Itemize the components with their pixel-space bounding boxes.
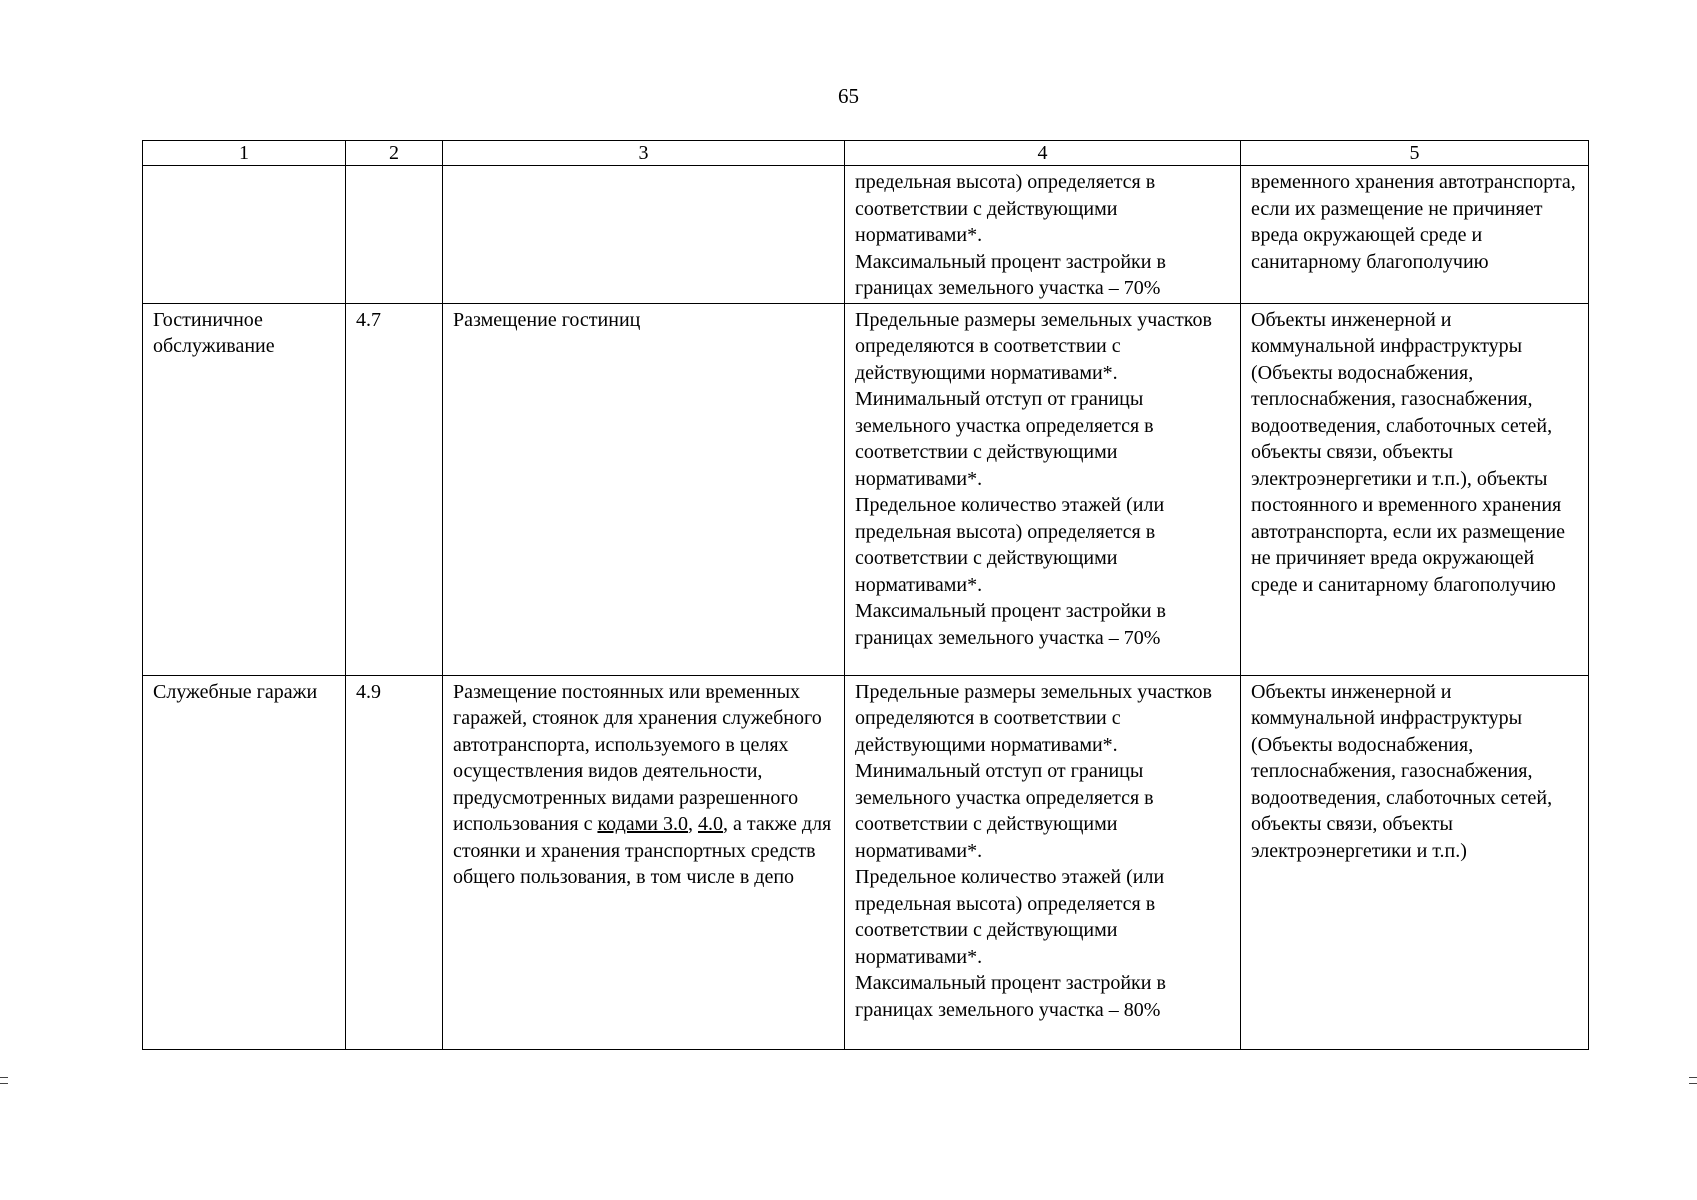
column-header-4: 4 — [845, 141, 1241, 166]
column-number-row — [143, 141, 1589, 166]
use-name-cell — [143, 166, 346, 304]
use-name-cell: Гостиничное обслуживание — [143, 303, 346, 675]
table-row — [143, 166, 1589, 304]
parameter-line: Максимальный процент застройки в границах земельного участка – 80% — [855, 972, 1166, 1021]
use-description-cell: Размещение гостиниц — [443, 303, 845, 675]
parameter-line: Предельные размеры земельных участков определяются в соответствии с действующими нормативами*. — [855, 308, 1212, 384]
description-text: , — [688, 813, 698, 835]
column-header-2: 2 — [346, 141, 443, 166]
auxiliary-uses-cell: Объекты инженерной и коммунальной инфраструктуры (Объекты водоснабжения, теплоснабжения, газоснабжения, водоотведения, слаботочных сетей, объекты связи, объекты электроэнергетики и т.п.) — [1241, 675, 1589, 1049]
parameter-line: Максимальный процент застройки в границах земельного участка – 70% — [855, 600, 1166, 649]
land-use-table — [142, 140, 1589, 1050]
parameter-line: Максимальный процент застройки в границах земельного участка – 70% — [855, 250, 1166, 299]
auxiliary-uses-cell: временного хранения автотранспорта, если их размещение не причиняет вреда окружающей среде и санитарному благополучию — [1241, 166, 1589, 304]
parameter-line: Минимальный отступ от границы земельного участка определяется в соответствии с действующими нормативами*. — [855, 760, 1154, 862]
column-header-3: 3 — [443, 141, 845, 166]
code-link-4-0[interactable]: 4.0 — [698, 813, 723, 835]
parameter-line: Минимальный отступ от границы земельного участка определяется в соответствии с действующими нормативами*. — [855, 388, 1154, 490]
use-code-cell: 4.9 — [346, 675, 443, 1049]
use-description-cell — [443, 675, 845, 1049]
parameters-cell — [845, 303, 1241, 675]
column-header-5: 5 — [1241, 141, 1589, 166]
parameter-line: предельная высота) определяется в соответствии с действующими нормативами*. — [855, 171, 1156, 246]
parameters-cell — [845, 166, 1241, 304]
use-code-cell — [346, 166, 443, 304]
use-description-cell — [443, 166, 845, 304]
parameter-line: Предельное количество этажей (или предельная высота) определяется в соответствии с действующими нормативами*. — [855, 494, 1165, 596]
auxiliary-uses-cell: Объекты инженерной и коммунальной инфраструктуры (Объекты водоснабжения, теплоснабжения, газоснабжения, водоотведения, слаботочных сетей, объекты связи, объекты электроэнергетики и т.п.), объекты постоянного и временного хранения автотранспорта, если их размещение не причиняет вреда окружающей среде и санитарному благополучию — [1241, 303, 1589, 675]
parameter-line: Предельное количество этажей (или предельная высота) определяется в соответствии с действующими нормативами*. — [855, 866, 1165, 968]
description-text: Размещение постоянных или временных гаражей, стоянок для хранения служебного автотранспорта, используемого в целях осуществления видов деятельности, предусмотренных видами разрешенного использования с — [453, 680, 822, 835]
use-name-cell: Служебные гаражи — [143, 675, 346, 1049]
table-row — [143, 303, 1589, 675]
parameter-line: Предельные размеры земельных участков определяются в соответствии с действующими нормативами*. — [855, 680, 1212, 756]
description-text: , а также для стоянки и хранения транспортных средств общего пользования, в том числе в депо — [453, 813, 832, 888]
parameters-cell — [845, 675, 1241, 1049]
use-code-cell: 4.7 — [346, 303, 443, 675]
scan-edge-mark — [0, 1077, 8, 1078]
scan-edge-mark — [1689, 1077, 1697, 1078]
scan-edge-mark — [1689, 1083, 1697, 1084]
page-number: 65 — [838, 84, 859, 108]
table-row — [143, 675, 1589, 1049]
scan-edge-mark — [0, 1083, 8, 1084]
column-header-1: 1 — [143, 141, 346, 166]
code-link-3-0[interactable]: кодами 3.0 — [597, 813, 688, 835]
